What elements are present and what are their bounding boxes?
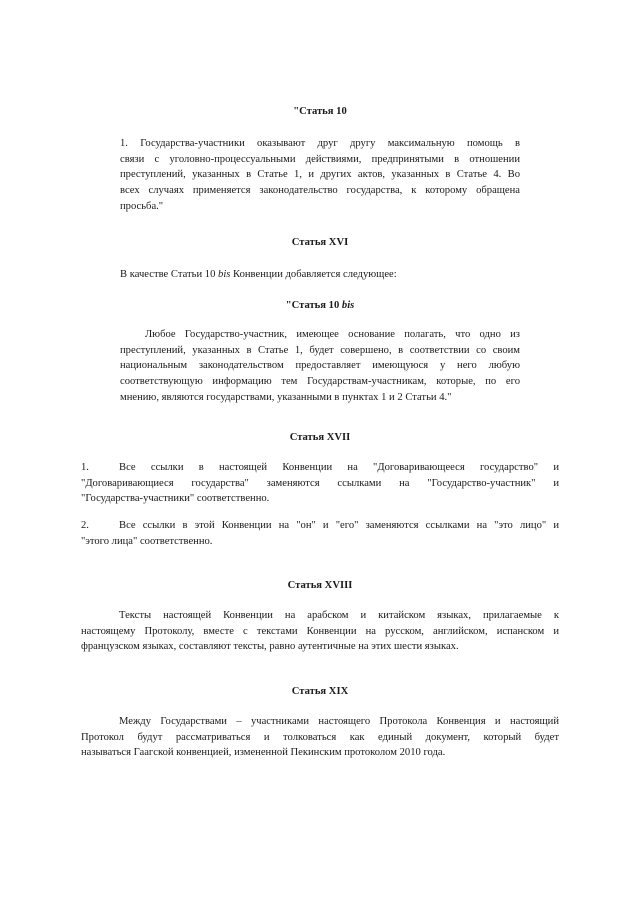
paragraph-article-xviii — [81, 608, 559, 655]
heading-article-xvii — [0, 430, 640, 446]
heading-article-xviii — [0, 578, 640, 594]
text-line: Все ссылки в этой Конвенции на "он" и "его" заменяются ссылками на "это лицо" и — [119, 520, 559, 531]
text-line — [120, 267, 520, 283]
paragraph-article-xvi-intro — [120, 267, 520, 283]
text-line: "этого лица" соответственно. — [81, 535, 213, 547]
text-line: соответствующую информацию тем Государствам-участникам, которые, по его — [120, 376, 520, 388]
heading-article-xix-text: Статья XIX — [291, 686, 349, 697]
paragraph-article-xvii-2 — [81, 518, 559, 549]
heading-article-10-bis — [0, 298, 640, 314]
text-line: 1. Государства-участники оказывают друг другу максимальную помощь в — [120, 138, 520, 149]
heading-article-xvii-text: Статья XVII — [289, 432, 351, 443]
heading-article-10-bis-italic: bis — [341, 300, 355, 311]
text-segment: В качестве Статьи 10 — [120, 269, 219, 280]
text-line: настоящему Протоколу, вместе с текстами Конвенции на русском, английском, испанском и — [81, 625, 559, 637]
heading-article-xix — [0, 684, 640, 700]
paragraph-article-xix — [81, 714, 559, 761]
paragraph-article-10 — [120, 136, 520, 215]
heading-article-10-text: "Статья 10 — [293, 106, 347, 117]
text-line: преступлений, указанных в Статье 1, будет совершено, в соответствии со своим — [120, 344, 520, 356]
paragraph-article-xvii-1 — [81, 460, 559, 507]
text-line: "Договаривающиеся государства" заменяются ссылками на "Государство-участник" и — [81, 477, 559, 489]
text-segment: Конвенции добавляется следующее: — [230, 269, 397, 280]
text-line: национальным законодательством предоставляет имеющуюся у него любую — [120, 360, 520, 372]
text-line: "Государства-участники" соответственно. — [81, 493, 270, 505]
text-line: преступлений, указанных в Статье 1, и других актов, указанных в Статье 4. Во — [120, 169, 520, 181]
heading-article-xviii-text: Статья XVIII — [287, 580, 353, 591]
text-line: Между Государствами – участниками настоящего Протокола Конвенция и настоящий — [119, 716, 559, 727]
list-number: 1. — [81, 462, 89, 473]
heading-article-10 — [0, 104, 640, 120]
text-line: называться Гаагской конвенцией, измененной Пекинским протоколом 2010 года. — [81, 747, 446, 759]
text-line: связи с уголовно-процессуальными действиями, предпринятыми в отношении — [120, 153, 520, 165]
list-number: 2. — [81, 520, 89, 531]
heading-article-xvi-text: Статья XVI — [291, 237, 349, 248]
text-line: просьба." — [120, 200, 164, 212]
text-line: мнению, являются государствами, указанными в пунктах 1 и 2 Статьи 4." — [120, 391, 452, 403]
heading-article-10-bis-text: "Статья 10 — [285, 300, 342, 311]
paragraph-article-10-bis — [120, 327, 520, 406]
text-segment-italic: bis — [218, 269, 231, 280]
text-line: Любое Государство-участник, имеющее основание полагать, что одно из — [145, 329, 520, 340]
text-line: Тексты настоящей Конвенции на арабском и китайском языках, прилагаемые к — [119, 610, 559, 621]
text-line: французском языках, составляют тексты, равно аутентичные на этих шести языках. — [81, 641, 459, 653]
text-line: всех случаях применяется законодательство государства, к которому обращена — [120, 185, 520, 197]
heading-article-xvi — [0, 235, 640, 251]
text-line: Все ссылки в настоящей Конвенции на "Договаривающееся государство" и — [119, 462, 559, 473]
text-line: Протокол будут рассматриваться и толковаться как единый документ, который будет — [81, 731, 559, 743]
